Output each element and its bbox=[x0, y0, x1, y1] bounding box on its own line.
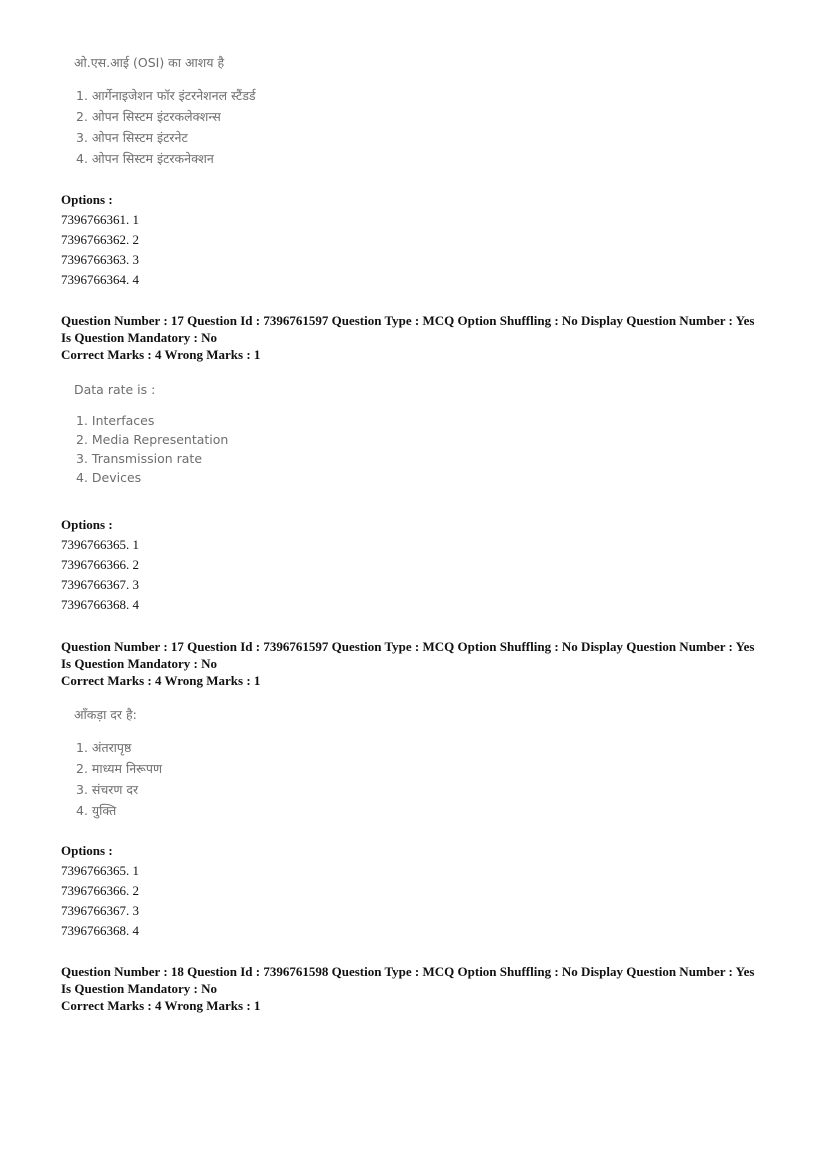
question-prompt: आँकड़ा दर है: bbox=[74, 707, 137, 722]
option-item: 7396766364. 4 bbox=[61, 272, 139, 287]
options-block bbox=[61, 841, 139, 941]
question-prompt: Data rate is : bbox=[74, 382, 156, 397]
question-prompt: ओ.एस.आई (OSI) का आशय है bbox=[74, 55, 225, 70]
question-choice: 2. ओपन सिस्टम इंटरकलेक्शन्स bbox=[76, 109, 221, 124]
options-block bbox=[61, 190, 139, 290]
option-item: 7396766367. 3 bbox=[61, 577, 139, 592]
question-image bbox=[74, 54, 256, 171]
question-choice: 4. ओपन सिस्टम इंटरकनेक्शन bbox=[76, 151, 214, 166]
question-meta bbox=[61, 963, 781, 1014]
option-item: 7396766365. 1 bbox=[61, 537, 139, 552]
option-item: 7396766367. 3 bbox=[61, 903, 139, 918]
question-image bbox=[74, 382, 228, 489]
question-meta-line: Correct Marks : 4 Wrong Marks : 1 bbox=[61, 347, 261, 362]
options-label: Options : bbox=[61, 192, 113, 207]
question-choice: 1. अंतरापृष्ठ bbox=[76, 740, 132, 755]
option-item: 7396766362. 2 bbox=[61, 232, 139, 247]
question-meta-line: Correct Marks : 4 Wrong Marks : 1 bbox=[61, 998, 261, 1013]
question-meta bbox=[61, 638, 781, 689]
option-item: 7396766365. 1 bbox=[61, 863, 139, 878]
question-meta-line: Is Question Mandatory : No bbox=[61, 981, 218, 996]
option-item: 7396766368. 4 bbox=[61, 923, 139, 938]
question-choice: 2. Media Representation bbox=[76, 432, 229, 447]
question-meta-line: Correct Marks : 4 Wrong Marks : 1 bbox=[61, 673, 261, 688]
options-block bbox=[61, 515, 139, 615]
question-meta-line: Question Number : 17 Question Id : 7396761597 Question Type : MCQ Option Shuffling : No Display Question Number : Yes bbox=[61, 313, 755, 328]
question-meta-line: Question Number : 18 Question Id : 7396761598 Question Type : MCQ Option Shuffling : No Display Question Number : Yes bbox=[61, 964, 755, 979]
question-meta-line: Question Number : 17 Question Id : 7396761597 Question Type : MCQ Option Shuffling : No Display Question Number : Yes bbox=[61, 639, 755, 654]
question-choice: 3. संचरण दर bbox=[76, 782, 139, 797]
option-item: 7396766366. 2 bbox=[61, 883, 139, 898]
question-choice: 4. Devices bbox=[76, 470, 142, 485]
question-choice: 3. ओपन सिस्टम इंटरनेट bbox=[76, 130, 188, 145]
question-meta-line: Is Question Mandatory : No bbox=[61, 656, 218, 671]
option-item: 7396766363. 3 bbox=[61, 252, 139, 267]
question-choice: 2. माध्यम निरूपण bbox=[76, 761, 163, 776]
question-choice: 1. Interfaces bbox=[76, 413, 155, 428]
options-label: Options : bbox=[61, 517, 113, 532]
question-meta bbox=[61, 312, 781, 363]
question-image bbox=[74, 706, 162, 823]
option-item: 7396766361. 1 bbox=[61, 212, 139, 227]
question-choice: 3. Transmission rate bbox=[76, 451, 203, 466]
option-item: 7396766368. 4 bbox=[61, 597, 139, 612]
options-label: Options : bbox=[61, 843, 113, 858]
question-choice: 4. युक्ति bbox=[76, 803, 117, 818]
question-choice: 1. आर्गेनाइजेशन फॉर इंटरनेशनल स्टैंडर्ड bbox=[76, 88, 256, 103]
question-meta-line: Is Question Mandatory : No bbox=[61, 330, 218, 345]
option-item: 7396766366. 2 bbox=[61, 557, 139, 572]
